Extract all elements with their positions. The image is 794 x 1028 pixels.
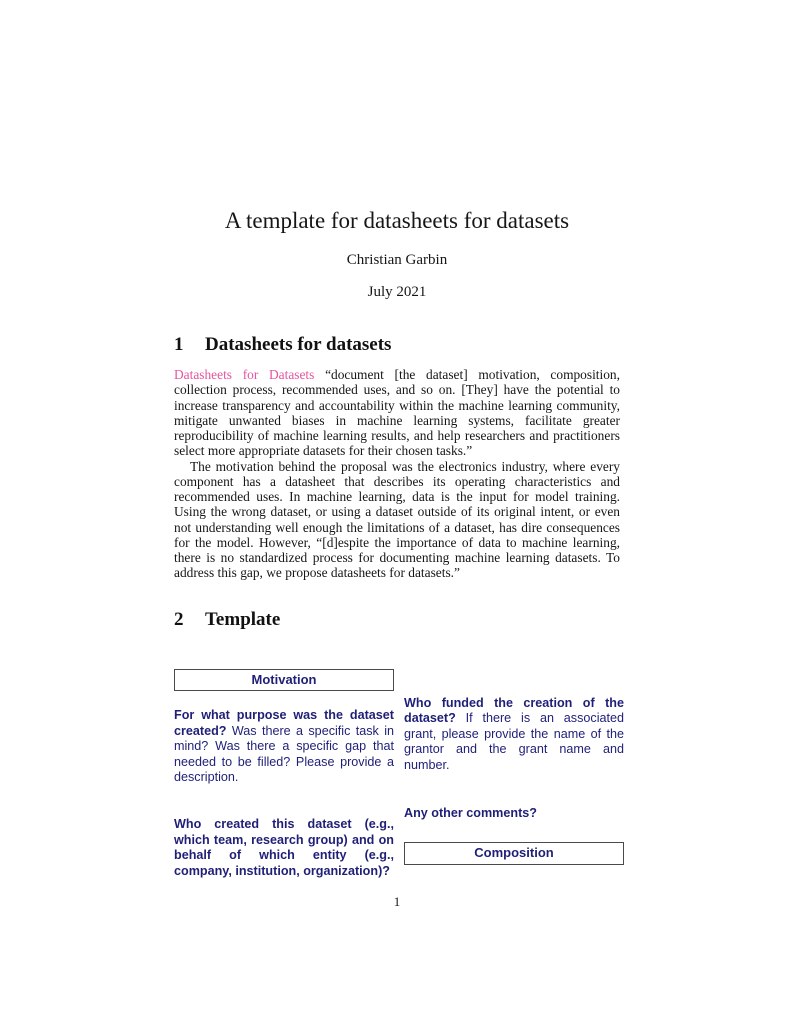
section-1-number: 1	[174, 334, 184, 355]
section-2-title: Template	[205, 609, 281, 630]
question-purpose	[174, 708, 394, 785]
question-purpose-rest: Was there a specific task in mind? Was there a specific gap that needed to be filled? Please provide a description.	[174, 723, 395, 785]
template-right-column	[404, 669, 624, 879]
paper-author: Christian Garbin	[346, 252, 448, 268]
datasheets-for-datasets-link[interactable]: Datasheets for Datasets	[174, 367, 315, 382]
template-two-column-area	[174, 669, 624, 879]
section-2-heading	[174, 609, 620, 631]
paragraph-1-text: “document [the dataset] motivation, composition, collection process, recommended uses, and so on. [They] have the potential to increase transparency and accountability within the machine learning community, mitigate unwanted biases in machine learning systems, facilitate greater reproducibility of machine learning results, and help researchers and practitioners select more appropriate datasets for their chosen tasks.”	[174, 367, 620, 459]
page-number: 1	[393, 894, 401, 909]
question-funding-bold: Who funded the creation of the dataset?	[404, 696, 624, 726]
question-funding-rest: If there is an associated grant, please provide the name of the grantor and the grant name and number.	[404, 711, 624, 772]
question-funding	[404, 696, 624, 773]
question-creator: Who created this dataset (e.g., which team, research group) and on behalf of which entity (e.g., company, institution, organization)?	[174, 817, 394, 878]
paragraph-datasheets-definition	[174, 367, 620, 459]
paper-date: July 2021	[367, 284, 427, 300]
question-purpose-bold: For what purpose was the dataset created?	[174, 708, 394, 738]
composition-section-header: Composition	[404, 842, 624, 864]
section-1-title: Datasheets for datasets	[205, 334, 392, 355]
section-1-heading	[174, 334, 620, 356]
paragraph-motivation: The motivation behind the proposal was the electronics industry, where every component has a datasheet that describes its operating characteristics and recommended uses. In machine learning, data is the input for model training. Using the wrong dataset, or using a dataset outside of its original intent, or even not understanding well enough the limitations of a dataset, has dire consequences for the model. However, “[d]espite the importance of data to machine learning, there is no standardized process for documenting machine learning datasets. To address this gap, we propose datasheets for datasets.”	[174, 458, 620, 581]
paper-title: A template for datasheets for datasets	[224, 208, 570, 233]
question-other-comments: Any other comments?	[404, 806, 537, 821]
template-left-column	[174, 669, 394, 879]
section-2-number: 2	[174, 609, 184, 630]
motivation-section-header: Motivation	[174, 669, 394, 691]
section-1-body	[174, 367, 620, 581]
